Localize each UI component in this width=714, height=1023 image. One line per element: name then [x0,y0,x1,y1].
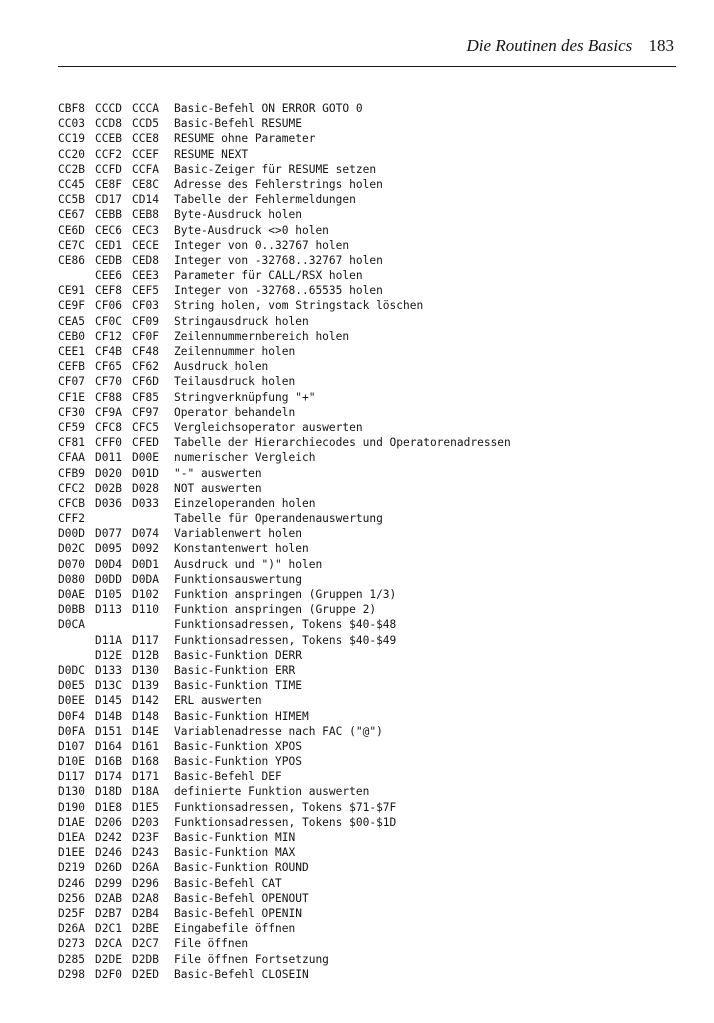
address-col3: CECE [132,238,159,252]
address-col2: CEE6 [95,269,122,283]
routine-description: Basic-Funktion DERR [174,648,302,662]
table-row [58,298,678,313]
routine-description: Integer von -32768..32767 holen [174,253,383,267]
address-col3: D139 [132,679,159,693]
table-row [58,511,678,526]
address-col1: CF07 [58,375,85,389]
address-col2: D2C1 [95,922,122,936]
address-col3: CED8 [132,253,159,267]
address-col1: CFAA [58,451,85,465]
address-col3: CF0F [132,329,159,343]
address-col1: CE91 [58,284,85,298]
address-col1: CC03 [58,117,85,131]
routine-description: RESUME ohne Parameter [174,132,316,146]
table-row [58,481,678,496]
table-row [58,784,678,799]
address-col1: D25F [58,906,85,920]
routine-description: Tabelle der Hierarchiecodes und Operatorenadressen [174,436,511,450]
address-col1: D256 [58,891,85,905]
routine-description: Basic-Funktion ERR [174,663,296,677]
address-col1: CEFB [58,360,85,374]
address-col3: D2DB [132,952,159,966]
address-col3: D2C7 [132,937,159,951]
routine-description: Byte-Ausdruck <>0 holen [174,223,329,237]
table-row [58,602,678,617]
address-col2: D11A [95,633,122,647]
address-col1: D0F4 [58,709,85,723]
table-row [58,374,678,389]
address-col1: D0CA [58,618,85,632]
address-col2: CF88 [95,390,122,404]
address-col3: CEB8 [132,208,159,222]
address-col1: CE67 [58,208,85,222]
address-col1: D107 [58,739,85,753]
address-col3: CCD5 [132,117,159,131]
address-col1: D246 [58,876,85,890]
address-col2: CCFD [95,162,122,176]
table-row [58,739,678,754]
address-col3: D01D [132,466,159,480]
address-col3: D243 [132,846,159,860]
table-row [58,648,678,663]
address-col3: CCEF [132,147,159,161]
routine-description: Basic-Befehl CLOSEIN [174,967,309,981]
address-col1: D1EA [58,831,85,844]
routine-description: Basic-Befehl DEF [174,770,282,784]
table-row [58,860,678,875]
table-row [58,147,678,162]
table-row [58,557,678,572]
address-col2: D2AB [95,891,122,905]
address-col3: D102 [132,588,159,601]
routine-description: File öffnen [174,937,249,951]
table-row [58,192,678,207]
address-col1: CF1E [58,390,85,404]
table-row [58,967,678,982]
table-row [58,587,678,602]
table-row [58,876,678,891]
table-row [58,314,678,329]
routine-description: Basic-Funktion TIME [174,679,302,693]
address-col2: CED1 [95,238,122,252]
routine-description: numerischer Vergleich [174,451,316,465]
address-col1: D285 [58,952,85,966]
routine-description: Ausdruck und ")" holen [174,557,323,571]
address-col3: D296 [132,876,159,890]
routine-description: Basic-Funktion MIN [174,831,296,844]
address-col1: D273 [58,937,85,951]
routine-description: Parameter für CALL/RSX holen [174,269,363,283]
address-col3: CFED [132,436,159,450]
routine-description: Basic-Befehl ON ERROR GOTO 0 [174,102,363,115]
table-row [58,709,678,724]
address-col1: D1EE [58,846,85,860]
address-col3: D18A [132,785,159,799]
address-col2: CEBB [95,208,122,222]
table-row [58,466,678,481]
routine-description: Einzeloperanden holen [174,496,316,510]
table-row [58,830,678,845]
routine-description: Funktionsadressen, Tokens $71-$7F [174,800,397,814]
table-row [58,617,678,632]
address-col1: CC45 [58,177,85,191]
routine-description: File öffnen Fortsetzung [174,952,329,966]
address-col3: CEC3 [132,223,159,237]
routine-description: Integer von -32768..65535 holen [174,284,383,298]
routine-description: Variablenwert holen [174,527,302,541]
address-col3: D092 [132,542,159,556]
address-col3: CFC5 [132,420,159,434]
routine-description: Basic-Befehl OPENIN [174,906,302,920]
address-col1: CF30 [58,405,85,419]
address-col2: CEDB [95,253,122,267]
routine-description: Ausdruck holen [174,360,269,374]
address-col2: D151 [95,724,122,738]
address-col1: D080 [58,572,85,586]
address-col1: CF81 [58,436,85,450]
table-row [58,450,678,465]
page-header [58,36,674,66]
address-col2: CF4B [95,345,122,358]
table-row [58,359,678,374]
address-col3: D117 [132,633,159,647]
table-row [58,435,678,450]
address-col3: D2B4 [132,906,159,920]
table-row [58,405,678,420]
address-col2: CCF2 [95,147,122,161]
address-col2: D0DD [95,572,122,586]
address-col2: CCD8 [95,117,122,131]
address-col1: CC19 [58,132,85,146]
table-row [58,693,678,708]
routine-description: Basic-Befehl RESUME [174,117,302,131]
address-col3: CF85 [132,390,159,404]
address-col2: D133 [95,663,122,677]
routine-description: Basic-Funktion HIMEM [174,709,309,723]
table-row [58,663,678,678]
address-col1: CFCB [58,496,85,510]
routine-description: Funktion anspringen (Gruppen 1/3) [174,588,397,601]
address-col2: CF06 [95,299,122,313]
routine-description: Basic-Befehl CAT [174,876,282,890]
table-row [58,223,678,238]
table-row [58,207,678,222]
table-row [58,845,678,860]
address-col1: D190 [58,800,85,814]
address-col2: CF0C [95,314,122,328]
table-row [58,921,678,936]
routine-description: Adresse des Fehlerstrings holen [174,177,383,191]
table-row [58,572,678,587]
routine-description: RESUME NEXT [174,147,249,161]
address-col3: D033 [132,496,159,510]
address-col2: D011 [95,451,122,465]
address-col1: CE7C [58,238,85,252]
address-col2: CFF0 [95,436,122,450]
routine-description: Operator behandeln [174,405,296,419]
routine-description: Zeilennummernbereich holen [174,329,350,343]
address-col2: D1E8 [95,800,122,814]
address-col1: CEB0 [58,329,85,343]
table-row [58,815,678,830]
routine-description: Stringverknüpfung "+" [174,390,316,404]
address-col2: CEC6 [95,223,122,237]
address-col1: CE86 [58,253,85,267]
routine-description: definierte Funktion auswerten [174,785,370,799]
table-row [58,906,678,921]
address-col2: D299 [95,876,122,890]
address-col3: CCFA [132,162,159,176]
address-col3: D028 [132,481,159,495]
address-col2: D16B [95,755,122,769]
address-col1: CFC2 [58,481,85,495]
address-col2: D036 [95,496,122,510]
address-col3: D2A8 [132,891,159,905]
routine-description: "-" auswerten [174,466,262,480]
address-col1: D00D [58,527,85,541]
address-col1: CC2B [58,162,85,176]
address-col3: D074 [132,527,159,541]
table-row [58,496,678,511]
routine-description: Integer von 0..32767 holen [174,238,350,252]
running-title: Die Routinen des Basics [466,36,633,55]
address-col3: CF6D [132,375,159,389]
address-col3: D00E [132,451,159,465]
table-row [58,268,678,283]
address-col2: D206 [95,815,122,829]
address-col2: CEF8 [95,284,122,298]
address-col3: CD14 [132,193,159,207]
address-col2: CF12 [95,329,122,343]
routine-description: String holen, vom Stringstack löschen [174,299,424,313]
address-col1: D0AE [58,588,85,601]
address-col3: D110 [132,603,159,617]
address-col3: D130 [132,663,159,677]
address-col2: D174 [95,770,122,784]
address-col1: CEE1 [58,345,85,358]
address-col1: D219 [58,861,85,875]
table-row [58,526,678,541]
routine-description: Basic-Funktion XPOS [174,739,302,753]
table-row [58,633,678,648]
address-col3: D1E5 [132,800,159,814]
address-col1: D0FA [58,724,85,738]
table-row [58,420,678,435]
routine-description: Byte-Ausdruck holen [174,208,302,222]
table-row [58,162,678,177]
routine-description: Funktionsadressen, Tokens $40-$49 [174,633,397,647]
address-col3: CE8C [132,177,159,191]
table-row [58,344,678,359]
address-col1: CBF8 [58,102,85,115]
address-col1: D0BB [58,603,85,617]
address-col2: D077 [95,527,122,541]
table-row [58,253,678,268]
address-col3: CEF5 [132,284,159,298]
table-row [58,329,678,344]
address-col2: D2DE [95,952,122,966]
routine-description: Funktionsauswertung [174,572,302,586]
address-col3: CEE3 [132,269,159,283]
routine-description: Basic-Befehl OPENOUT [174,891,309,905]
routine-description: Stringausdruck holen [174,314,309,328]
address-col3: D0DA [132,572,159,586]
address-col3: D14E [132,724,159,738]
address-col2: D105 [95,588,122,601]
address-col2: CE8F [95,177,122,191]
address-col3: CF48 [132,345,159,358]
address-col1: D02C [58,542,85,556]
routine-description: Variablenadresse nach FAC ("@") [174,724,383,738]
address-col2: D26D [95,861,122,875]
address-col2: D02B [95,481,122,495]
routine-description: Basic-Zeiger für RESUME setzen [174,162,377,176]
routine-description: Funktionsadressen, Tokens $40-$48 [174,618,397,632]
address-col3: D142 [132,694,159,708]
routine-description: Tabelle der Fehlermeldungen [174,193,356,207]
table-row [58,952,678,967]
address-col2: D14B [95,709,122,723]
table-row [58,131,678,146]
address-col2: CF65 [95,360,122,374]
table-row [58,678,678,693]
table-row [58,177,678,192]
address-col3: D23F [132,831,159,844]
table-row [58,769,678,784]
address-col2: D113 [95,603,122,617]
table-row [58,936,678,951]
table-row [58,754,678,769]
address-col3: D26A [132,861,159,875]
address-col2: CF9A [95,405,122,419]
routine-description: ERL auswerten [174,694,262,708]
address-col1: D1AE [58,815,85,829]
address-col3: CF03 [132,299,159,313]
address-col1: CFF2 [58,512,85,526]
address-col3: D168 [132,755,159,769]
address-col3: D161 [132,739,159,753]
routine-address-table [58,101,678,982]
address-col1: D26A [58,922,85,936]
table-row [58,238,678,253]
address-col2: D2F0 [95,967,122,981]
routine-description: Vergleichsoperator auswerten [174,420,363,434]
table-row [58,283,678,298]
table-row [58,116,678,131]
address-col2: D2CA [95,937,122,951]
routine-description: Basic-Funktion MAX [174,846,296,860]
address-col2: D242 [95,831,122,844]
routine-description: NOT auswerten [174,481,262,495]
address-col3: D0D1 [132,557,159,571]
address-col2: D145 [95,694,122,708]
address-col3: CF09 [132,314,159,328]
table-row [58,541,678,556]
address-col2: D020 [95,466,122,480]
address-col3: D203 [132,815,159,829]
address-col1: CC20 [58,147,85,161]
address-col1: CE6D [58,223,85,237]
address-col2: D2B7 [95,906,122,920]
address-col1: D0E5 [58,679,85,693]
address-col1: D130 [58,785,85,799]
address-col2: D246 [95,846,122,860]
address-col2: CD17 [95,193,122,207]
address-col3: D2BE [132,922,159,936]
header-rule [58,66,676,67]
table-row [58,101,678,116]
routine-description: Basic-Funktion YPOS [174,755,302,769]
address-col1: CC5B [58,193,85,207]
address-col2: D0D4 [95,557,122,571]
routine-description: Funktion anspringen (Gruppe 2) [174,603,377,617]
address-col1: D0DC [58,663,85,677]
routine-description: Basic-Funktion ROUND [174,861,309,875]
address-col1: D298 [58,967,85,981]
table-row [58,891,678,906]
address-col2: D18D [95,785,122,799]
address-col2: D12E [95,648,122,662]
address-col2: D164 [95,739,122,753]
address-col2: CCCD [95,102,122,115]
routine-description: Zeilennummer holen [174,345,296,358]
address-col2: CFC8 [95,420,122,434]
routine-description: Funktionsadressen, Tokens $00-$1D [174,815,397,829]
table-row [58,390,678,405]
address-col3: CF97 [132,405,159,419]
address-col3: CCCA [132,102,159,115]
address-col2: D13C [95,679,122,693]
address-col3: CF62 [132,360,159,374]
address-col1: D070 [58,557,85,571]
routine-description: Tabelle für Operandenauswertung [174,512,383,526]
routine-description: Teilausdruck holen [174,375,296,389]
table-row [58,800,678,815]
address-col2: CF70 [95,375,122,389]
address-col2: D095 [95,542,122,556]
address-col3: D12B [132,648,159,662]
address-col2: CCEB [95,132,122,146]
address-col1: D10E [58,755,85,769]
address-col1: D0EE [58,694,85,708]
table-row [58,724,678,739]
address-col1: CE9F [58,299,85,313]
address-col1: CF59 [58,420,85,434]
page-number: 183 [648,36,674,55]
address-col3: D2ED [132,967,159,981]
address-col1: D117 [58,770,85,784]
address-col1: CFB9 [58,466,85,480]
address-col3: D148 [132,709,159,723]
address-col3: D171 [132,770,159,784]
address-col1: CEA5 [58,314,85,328]
routine-description: Konstantenwert holen [174,542,309,556]
address-col3: CCE8 [132,132,159,146]
routine-description: Eingabefile öffnen [174,922,296,936]
